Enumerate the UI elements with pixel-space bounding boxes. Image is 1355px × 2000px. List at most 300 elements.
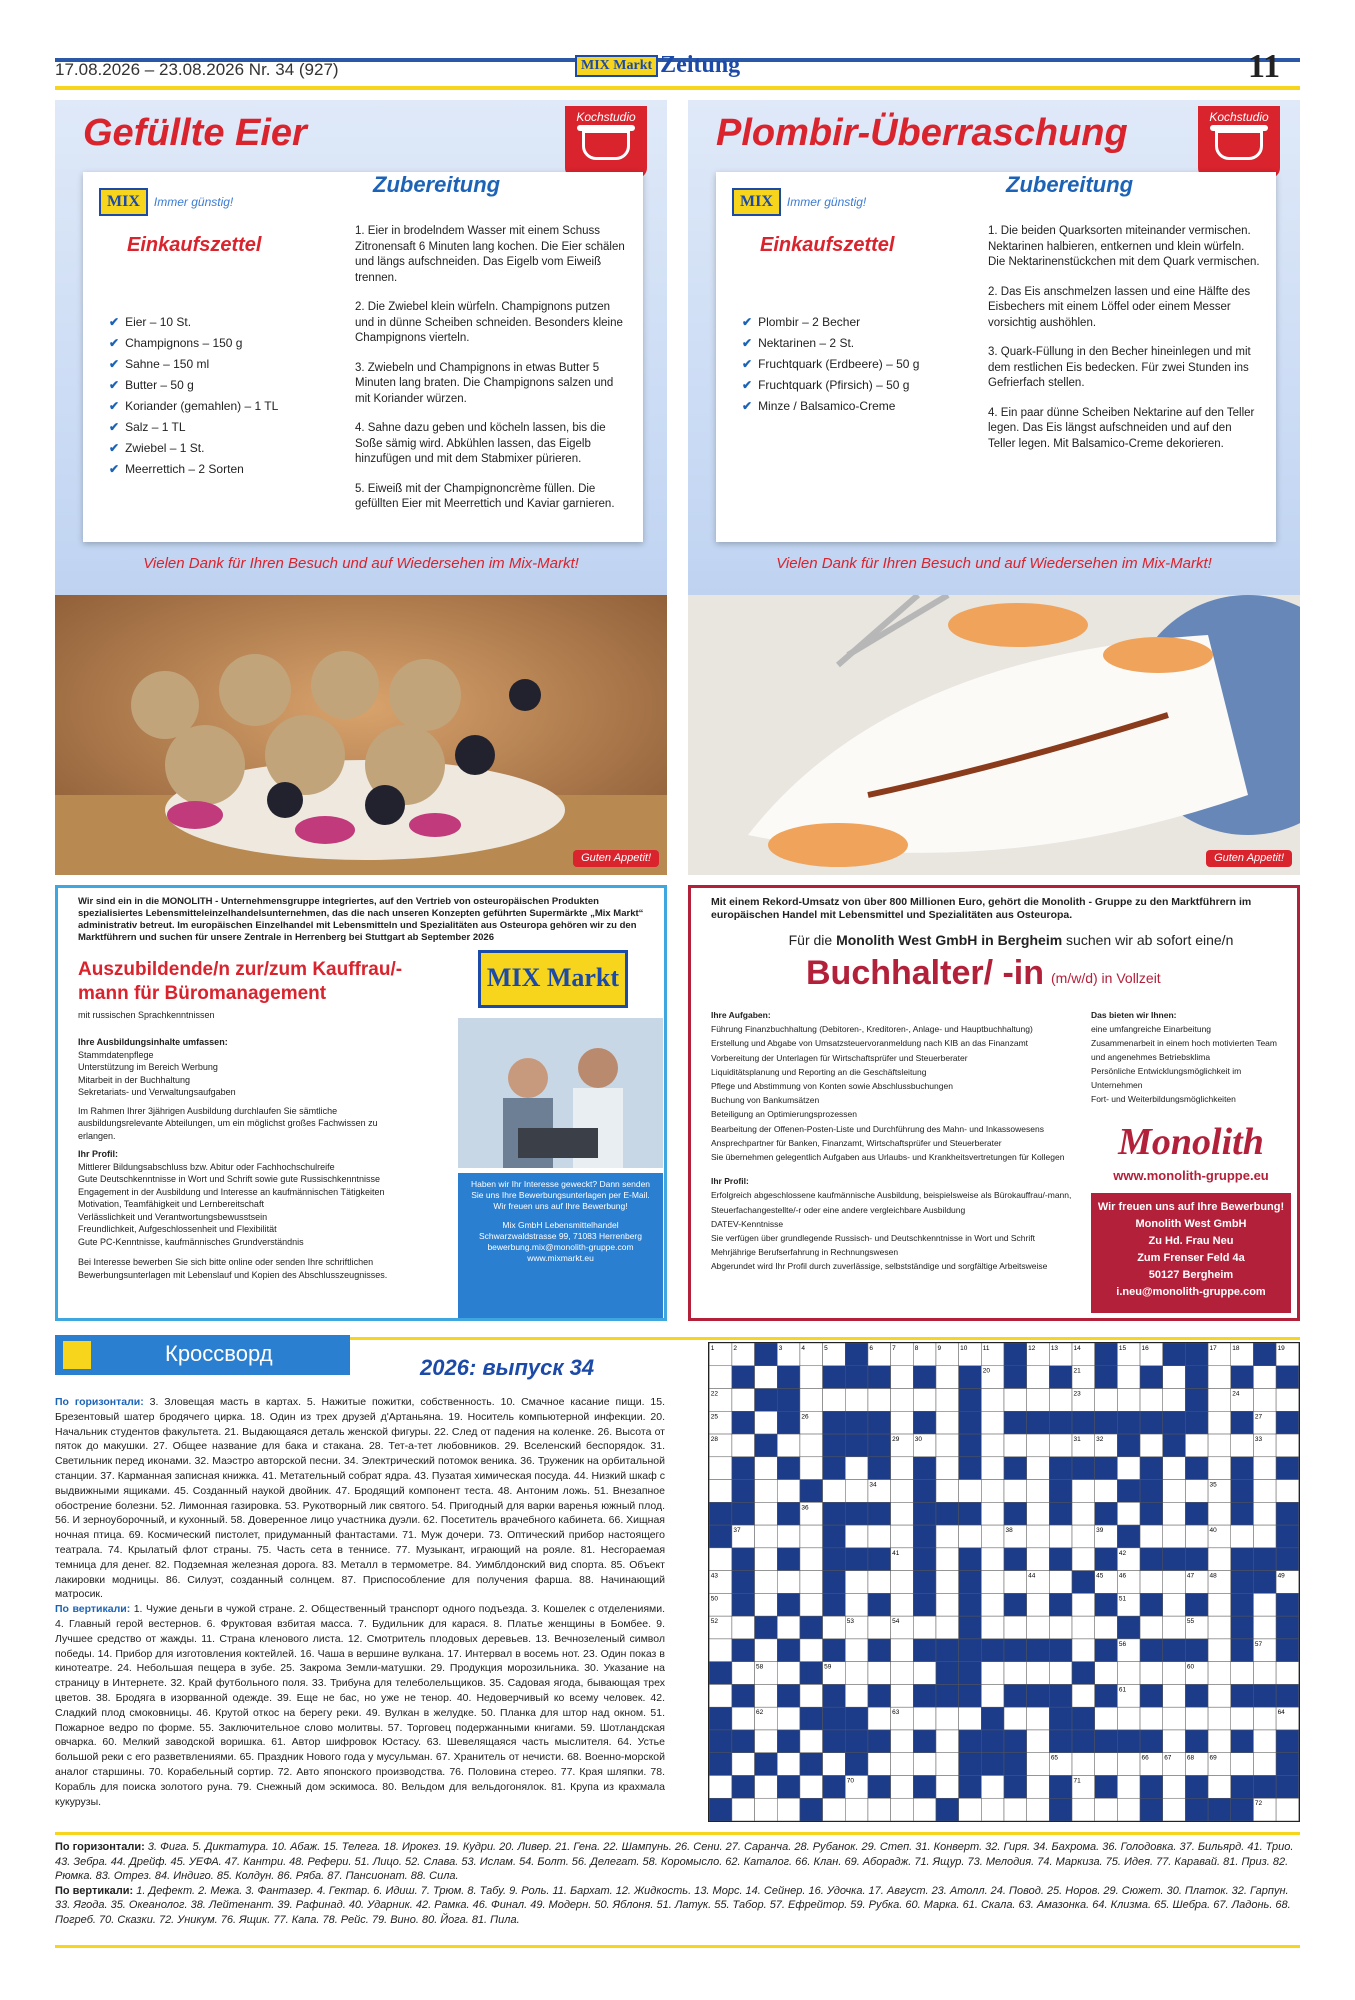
grid-block: [732, 1571, 755, 1594]
grid-block: [823, 1639, 846, 1662]
grid-cell: [959, 1480, 982, 1503]
mix-markt-logo: MIX Immer günstig!: [732, 188, 866, 216]
grid-cell: [1095, 1616, 1118, 1639]
grid-block: [959, 1389, 982, 1412]
grid-cell: [755, 1684, 778, 1707]
grid-cell: [1027, 1480, 1050, 1503]
grid-cell: [1095, 1798, 1118, 1821]
list-item: ✔ Fruchtquark (Pfirsich) – 50 g: [742, 375, 919, 396]
grid-cell: [1163, 1775, 1186, 1798]
grid-cell: [1276, 1480, 1299, 1503]
grid-block: [981, 1753, 1004, 1776]
list-item: Zusammenarbeit in einem hoch motivierten Team und angenehmes Betriebsklima: [1091, 1038, 1277, 1062]
grid-cell: [868, 1616, 891, 1639]
grid-cell: [936, 1548, 959, 1571]
grid-cell: [913, 1707, 936, 1730]
job-subtitle: (m/w/d) in Vollzeit: [1051, 970, 1161, 986]
grid-number: 21: [1073, 1367, 1081, 1375]
grid-number: 8: [914, 1344, 919, 1352]
grid-block: [1185, 1548, 1208, 1571]
list-item: Unterstützung im Bereich Werbung: [78, 1062, 218, 1072]
grid-block: [868, 1434, 891, 1457]
grid-cell: [732, 1616, 755, 1639]
grid-block: [777, 1502, 800, 1525]
grid-cell: [800, 1593, 823, 1616]
grid-block: [732, 1593, 755, 1616]
grid-block: [1253, 1571, 1276, 1594]
grid-cell: [1253, 1389, 1276, 1412]
grid-number: 66: [1141, 1754, 1149, 1762]
grid-block: [1140, 1548, 1163, 1571]
grid-cell: [800, 1639, 823, 1662]
list-item: ✔ Minze / Balsamico-Creme: [742, 396, 919, 417]
grid-cell: [1117, 1707, 1140, 1730]
grid-cell: [1027, 1389, 1050, 1412]
grid-cell: [845, 1593, 868, 1616]
grid-block: [1004, 1639, 1027, 1662]
grid-cell: [1004, 1662, 1027, 1685]
grid-cell: [1117, 1662, 1140, 1685]
grid-block: [1049, 1593, 1072, 1616]
grid-number: 34: [869, 1481, 877, 1489]
grid-block: [732, 1502, 755, 1525]
list-item: Gute Deutschkenntnisse in Wort und Schrift sowie gute Russischkenntnisse: [78, 1174, 380, 1184]
grid-cell: [1208, 1707, 1231, 1730]
grid-number: 7: [892, 1344, 896, 1352]
grid-block: [959, 1434, 982, 1457]
grid-block: [755, 1343, 778, 1366]
grid-block: [913, 1639, 936, 1662]
ad-body: Ihre Ausbildungsinhalte umfassen: Stammdatenpflege Unterstützung im Bereich Werbung Mitarbeit in der Buchhaltung Sekretariats- und Verwaltungsaufgaben Im Rahmen Ihrer 3jährigen Ausbildung durchlaufen Sie sämtliche ausbildungsrelevante Abteilungen, um ein möglichst großes Fachwissen zu erlangen. Ihr Profil: Mittlerer Bildungsabschluss bzw. Abitur oder Fachhochschulreife Gute Deutschkenntnisse in Wort und Schrift sowie gute Russischkenntnisse Engagement in der Ausbildung und Interesse an kaufmännischen Tätigkeiten Motivation, Teamfähigkeit und Lernbereitschaft Verlässlichkeit und Verantwortungsbewusstsein Freundlichkeit, Aufgeschlossenheit und Flexibilität Gute PC-Kenntnisse, kaufmännisches Grundverständnis Bei Interesse bewerben Sie sich bitte online oder senden Ihre schriftlichen Bewerbungsunterlagen mit Lebenslauf und Kopien des Abschlusszeugnisses.: [78, 1036, 398, 1281]
grid-number: 29: [892, 1436, 900, 1444]
grid-cell: [1140, 1434, 1163, 1457]
grid-number: 50: [710, 1595, 718, 1603]
grid-cell: [936, 1775, 959, 1798]
grid-block: [1185, 1798, 1208, 1821]
grid-block: [823, 1366, 846, 1389]
grid-block: [981, 1639, 1004, 1662]
grid-cell: [1208, 1366, 1231, 1389]
grid-block: [1231, 1730, 1254, 1753]
grid-number: 17: [1209, 1344, 1217, 1352]
grid-cell: [845, 1480, 868, 1503]
grid-cell: [755, 1366, 778, 1389]
grid-cell: [1163, 1616, 1186, 1639]
grid-number: 19: [1277, 1344, 1285, 1352]
grid-block: [981, 1707, 1004, 1730]
job-subtitle: mit russischen Sprachkenntnissen: [78, 1010, 215, 1020]
grid-cell: [755, 1548, 778, 1571]
grid-cell: [1004, 1798, 1027, 1821]
grid-cell: [800, 1434, 823, 1457]
grid-cell: [709, 1639, 732, 1662]
steps-title: Zubereitung: [373, 172, 501, 197]
grid-block: [868, 1639, 891, 1662]
grid-number: 41: [892, 1549, 900, 1557]
list-item: ✔ Koriander (gemahlen) – 1 TL: [109, 396, 278, 417]
grid-number: 24: [1232, 1390, 1240, 1398]
list-item: ✔ Eier – 10 St.: [109, 312, 278, 333]
grid-block: [1163, 1343, 1186, 1366]
grid-block: [868, 1411, 891, 1434]
grid-cell: [1163, 1571, 1186, 1594]
grid-number: 53: [846, 1618, 854, 1626]
grid-number: 39: [1096, 1527, 1104, 1535]
grid-number: 3: [778, 1344, 783, 1352]
grid-block: [1049, 1548, 1072, 1571]
list-item: Ansprechpartner für Banken, Finanzamt, Wirtschaftsprüfer und Steuerberater: [711, 1137, 1002, 1148]
list-item: Mitarbeit in der Buchhaltung: [78, 1074, 191, 1085]
grid-cell: [777, 1480, 800, 1503]
grid-number: 69: [1209, 1754, 1217, 1762]
grid-number: 36: [801, 1504, 809, 1512]
grid-block: [732, 1548, 755, 1571]
grid-block: [913, 1571, 936, 1594]
grid-block: [777, 1548, 800, 1571]
grid-block: [1072, 1457, 1095, 1480]
grid-cell: [981, 1434, 1004, 1457]
grid-cell: [891, 1457, 914, 1480]
grid-cell: [1231, 1707, 1254, 1730]
grid-cell: [1004, 1434, 1027, 1457]
grid-number: 10: [960, 1344, 968, 1352]
grid-cell: [1208, 1548, 1231, 1571]
grid-cell: [981, 1502, 1004, 1525]
grid-block: [868, 1730, 891, 1753]
grid-block: [1004, 1730, 1027, 1753]
grid-block: [1095, 1457, 1118, 1480]
grid-block: [1140, 1411, 1163, 1434]
grid-number: 47: [1186, 1572, 1195, 1580]
grid-block: [1208, 1798, 1231, 1821]
grid-cell: [1072, 1480, 1095, 1503]
grid-number: 11: [982, 1344, 990, 1352]
grid-block: [1140, 1775, 1163, 1798]
appetit-badge: Guten Appetit!: [573, 850, 659, 867]
contact-box: Haben wir Ihr Interesse geweckt? Dann senden Sie uns Ihre Bewerbungsunterlagen per E-Mail. Wir freuen uns auf Ihre Bewerbung! Mix GmbH Lebensmittelhandel Schwarzwaldstrasse 99, 71083 Herrenberg bewerbung.mix@monolith-gruppe.com www.mixmarkt.eu: [458, 1173, 663, 1318]
grid-cell: [1163, 1707, 1186, 1730]
grid-cell: [1185, 1525, 1208, 1548]
grid-block: [845, 1434, 868, 1457]
grid-block: [845, 1366, 868, 1389]
grid-block: [868, 1502, 891, 1525]
grid-block: [959, 1411, 982, 1434]
grid-cell: [777, 1707, 800, 1730]
grid-cell: [1208, 1616, 1231, 1639]
grid-block: [823, 1775, 846, 1798]
mix-markt-logo: MIX Markt: [478, 950, 628, 1008]
grid-block: [913, 1480, 936, 1503]
grid-cell: [755, 1411, 778, 1434]
grid-block: [1140, 1593, 1163, 1616]
grid-block: [1276, 1639, 1299, 1662]
grid-block: [1140, 1457, 1163, 1480]
grid-cell: [800, 1457, 823, 1480]
grid-block: [868, 1457, 891, 1480]
ingredient-list: [742, 312, 919, 417]
grid-cell: [1095, 1389, 1118, 1412]
grid-block: [1231, 1411, 1254, 1434]
recipe-panel-plombir: [688, 100, 1300, 595]
grid-block: [1276, 1366, 1299, 1389]
grid-block: [1049, 1480, 1072, 1503]
grid-cell: [1163, 1798, 1186, 1821]
recipe-title: Gefüllte Eier: [83, 112, 307, 154]
grid-cell: [1276, 1389, 1299, 1412]
grid-cell: [936, 1730, 959, 1753]
grid-cell: [913, 1753, 936, 1776]
grid-cell: [823, 1753, 846, 1776]
grid-cell: [800, 1389, 823, 1412]
grid-block: [845, 1707, 868, 1730]
grid-block: [732, 1480, 755, 1503]
grid-cell: [1208, 1662, 1231, 1685]
grid-number: 70: [846, 1777, 854, 1785]
grid-block: [800, 1798, 823, 1821]
grid-cell: [800, 1366, 823, 1389]
grid-cell: [959, 1798, 982, 1821]
grid-number: 22: [710, 1390, 718, 1398]
grid-number: 65: [1050, 1754, 1059, 1762]
grid-number: 18: [1232, 1344, 1240, 1352]
grid-number: 38: [1005, 1527, 1013, 1535]
grid-cell: [1072, 1502, 1095, 1525]
grid-number: 61: [1118, 1686, 1127, 1694]
grid-cell: [1027, 1548, 1050, 1571]
grid-cell: [891, 1571, 914, 1594]
grid-cell: [891, 1389, 914, 1412]
grid-cell: [1163, 1730, 1186, 1753]
grid-cell: [755, 1457, 778, 1480]
grid-cell: [868, 1707, 891, 1730]
office-photo: [458, 1018, 663, 1168]
grid-cell: [777, 1753, 800, 1776]
grid-cell: [1095, 1707, 1118, 1730]
grid-cell: [755, 1502, 778, 1525]
grid-cell: [1072, 1525, 1095, 1548]
list-item: Freundlichkeit, Aufgeschlossenheit und Flexibilität: [78, 1224, 277, 1234]
grid-block: [1095, 1593, 1118, 1616]
grid-cell: [777, 1798, 800, 1821]
header-yellow-rule: [55, 86, 1300, 90]
thanks-line: Vielen Dank für Ihren Besuch und auf Wiedersehen im Mix-Markt!: [776, 555, 1212, 572]
grid-block: [1163, 1639, 1186, 1662]
grid-block: [845, 1548, 868, 1571]
grid-block: [777, 1457, 800, 1480]
grid-cell: [800, 1730, 823, 1753]
grid-block: [1231, 1639, 1254, 1662]
grid-block: [868, 1366, 891, 1389]
grid-block: [1117, 1525, 1140, 1548]
grid-block: [755, 1434, 778, 1457]
grid-cell: [936, 1480, 959, 1503]
grid-block: [1095, 1366, 1118, 1389]
grid-block: [959, 1593, 982, 1616]
grid-cell: [936, 1593, 959, 1616]
grid-block: [709, 1502, 732, 1525]
grid-cell: [755, 1730, 778, 1753]
grid-number: 30: [914, 1436, 922, 1444]
grid-block: [800, 1480, 823, 1503]
grid-number: 64: [1277, 1709, 1285, 1717]
grid-cell: [1231, 1753, 1254, 1776]
grid-block: [732, 1639, 755, 1662]
grid-block: [913, 1548, 936, 1571]
grid-block: [1004, 1366, 1027, 1389]
grid-block: [777, 1366, 800, 1389]
grid-block: [1049, 1457, 1072, 1480]
grid-number: 71: [1073, 1777, 1081, 1785]
ingredient-list: [109, 312, 278, 480]
grid-cell: [981, 1662, 1004, 1685]
crossword-grid[interactable]: [708, 1342, 1300, 1822]
grid-cell: [1208, 1434, 1231, 1457]
grid-cell: [1027, 1525, 1050, 1548]
grid-cell: [755, 1480, 778, 1503]
grid-cell: [868, 1389, 891, 1412]
grid-cell: [1185, 1707, 1208, 1730]
grid-block: [823, 1502, 846, 1525]
mix-zeitung-logo: MIX Markt Zeitung: [575, 52, 775, 82]
mix-markt-logo: MIX Immer günstig!: [99, 188, 233, 216]
grid-cell: [1027, 1366, 1050, 1389]
ad-lead: Für die Monolith West GmbH in Bergheim suchen wir ab sofort eine/n: [788, 932, 1234, 948]
grid-block: [823, 1434, 846, 1457]
grid-cell: [1095, 1753, 1118, 1776]
grid-block: [1276, 1684, 1299, 1707]
grid-number: 14: [1073, 1344, 1081, 1352]
grid-cell: [1140, 1571, 1163, 1594]
grid-block: [1117, 1480, 1140, 1503]
grid-cell: [1072, 1798, 1095, 1821]
grid-block: [1253, 1775, 1276, 1798]
grid-block: [1276, 1525, 1299, 1548]
grid-cell: [1208, 1389, 1231, 1412]
grid-cell: [1231, 1525, 1254, 1548]
list-item: ✔ Champignons – 150 g: [109, 333, 278, 354]
grid-block: [1117, 1434, 1140, 1457]
grid-cell: [891, 1411, 914, 1434]
grid-number: 37: [733, 1527, 741, 1535]
grid-block: [800, 1616, 823, 1639]
grid-number: 46: [1118, 1572, 1127, 1580]
grid-block: [1140, 1366, 1163, 1389]
pot-icon: [1215, 130, 1263, 160]
grid-cell: [936, 1366, 959, 1389]
grid-block: [755, 1753, 778, 1776]
grid-block: [1027, 1684, 1050, 1707]
grid-cell: [1049, 1525, 1072, 1548]
grid-cell: [868, 1798, 891, 1821]
recipe-panel-eggs: [55, 100, 667, 595]
grid-number: 9: [937, 1344, 942, 1352]
grid-cell: [1027, 1730, 1050, 1753]
grid-cell: [732, 1753, 755, 1776]
list-item: eine umfangreiche Einarbeitung: [1091, 1024, 1212, 1034]
grid-cell: [1253, 1593, 1276, 1616]
grid-cell: [755, 1525, 778, 1548]
grid-number: 23: [1073, 1390, 1081, 1398]
grid-number: 16: [1141, 1344, 1149, 1352]
crossword-answers: По горизонтали: 3. Фига. 5. Диктатура. 10. Абаж. 15. Телега. 18. Ирокез. 19. Кудри. 20. Ливер. 21. Гена. 22. Шампунь. 26. Сени. 27. Саранча. 28. Рубанок. 29. Степ. 31. Конверт. 32. Гиря. 34. Бахрома. 36. Голодовка. 37. Бильярд. 41. Трио. 43. Зебра. 44. Дрейф. 45. УЕФА. 47. Кантри. 48. Рефери. 51. Лицо. 52. Слава. 53. Ислам. 54. Болт. 56. Делегат. 58. Коромысло. 62. Каталог. 66. Клан. 69. Аборадж. 71. Ящур. 73. Мелодия. 74. Маркиза. 75. Идея. 77. Каравай. 81. Приз. 82. Рюмка. 83. Отрез. 84. Индиго. 85. Колдун. 86. Ряба. 87. Пансионат. 88. Сила. По вертикали: 1. Дефект. 2. Межа. 3. Фантазер. 4. Гектар. 6. Идиш. 7. Трюм. 8. Табу. 9. Роль. 11. Бархат. 12. Жидкость. 13. Морс. 14. Сейнер. 16. Удочка. 17. Август. 23. Атолл. 24. Повод. 25. Норов. 29. Сюжет. 30. Платок. 32. Гарпун. 33. Ягода. 35. Океанолог. 38. Лейтенант. 39. Рафинад. 40. Ударник. 42. Рамка. 46. Финал. 49. Модерн. 50. Яблоня. 51. Латук. 55. Табор. 57. Ефрейтор. 59. Рубка. 60. Марка. 61. Скала. 63. Амазонка. 64. Клизма. 65. Шебра. 67. Ладонь. 68. Погреб. 70. Сказки. 72. Уникум. 76. Ящик. 77. Капа. 78. Рейс. 79. Вино. 80. Йога. 81. Пила.: [55, 1841, 1294, 1926]
grid-cell: [891, 1525, 914, 1548]
grid-cell: [1231, 1662, 1254, 1685]
grid-number: 62: [756, 1709, 764, 1717]
grid-cell: [1004, 1707, 1027, 1730]
grid-block: [1253, 1548, 1276, 1571]
list-item: Motivation, Teamfähigkeit und Lernbereitschaft: [78, 1199, 264, 1209]
grid-number: 5: [824, 1344, 828, 1352]
list-item: Vorbereitung der Unterlagen für Wirtschaftsprüfer und Steuerberater: [711, 1052, 968, 1063]
grid-block: [913, 1457, 936, 1480]
grid-block: [1253, 1684, 1276, 1707]
grid-block: [732, 1775, 755, 1798]
grid-cell: [913, 1662, 936, 1685]
grid-number: 13: [1050, 1344, 1059, 1352]
list-item: Sie übernehmen gelegentlich Aufgaben aus Urlaubs- und Krankheitsvertretungen für Kollegen: [711, 1152, 1065, 1163]
grid-cell: [1095, 1480, 1118, 1503]
grid-cell: [1140, 1616, 1163, 1639]
grid-block: [1004, 1548, 1027, 1571]
grid-cell: [1208, 1684, 1231, 1707]
grid-block: [1276, 1593, 1299, 1616]
grid-number: 20: [982, 1367, 991, 1375]
grid-block: [936, 1639, 959, 1662]
grid-number: 68: [1186, 1754, 1195, 1762]
grid-number: 12: [1028, 1344, 1036, 1352]
grid-cell: [1095, 1662, 1118, 1685]
grid-block: [1163, 1548, 1186, 1571]
grid-number: 58: [756, 1663, 764, 1671]
grid-cell: [800, 1775, 823, 1798]
grid-cell: [891, 1753, 914, 1776]
list-item: Erstellung und Abgabe von Umsatzsteuervoranmeldung nach KIB an das Finanzamt: [711, 1038, 1029, 1049]
grid-cell: [1163, 1389, 1186, 1412]
grid-block: [1117, 1411, 1140, 1434]
list-item: Liquiditätsplanung und Reporting an die Geschäftsleitung: [711, 1066, 927, 1077]
list-item: Beteiligung an Optimierungsprozessen: [711, 1109, 858, 1120]
grid-block: [845, 1753, 868, 1776]
list-item: ✔ Salz – 1 TL: [109, 417, 278, 438]
grid-block: [913, 1775, 936, 1798]
grid-block: [1231, 1480, 1254, 1503]
grid-cell: [845, 1525, 868, 1548]
grid-cell: [709, 1366, 732, 1389]
grid-number: 54: [892, 1618, 900, 1626]
list-item: Stammdatenpflege: [78, 1049, 154, 1060]
grid-cell: [1004, 1480, 1027, 1503]
grid-cell: [709, 1548, 732, 1571]
grid-block: [1095, 1548, 1118, 1571]
grid-block: [1004, 1593, 1027, 1616]
grid-block: [868, 1548, 891, 1571]
grid-block: [1140, 1730, 1163, 1753]
grid-cell: [1185, 1434, 1208, 1457]
grid-block: [845, 1502, 868, 1525]
grid-block: [709, 1662, 732, 1685]
grid-cell: [1253, 1707, 1276, 1730]
grid-block: [1117, 1730, 1140, 1753]
grid-block: [1185, 1730, 1208, 1753]
grid-block: [1276, 1616, 1299, 1639]
grid-number: 67: [1164, 1754, 1172, 1762]
grid-block: [1095, 1411, 1118, 1434]
grid-block: [732, 1684, 755, 1707]
grid-block: [1049, 1366, 1072, 1389]
list-item: Engagement in der Ausbildung und Interesse an kaufmännischen Tätigkeiten: [78, 1186, 385, 1197]
grid-block: [1072, 1571, 1095, 1594]
grid-block: [1231, 1571, 1254, 1594]
